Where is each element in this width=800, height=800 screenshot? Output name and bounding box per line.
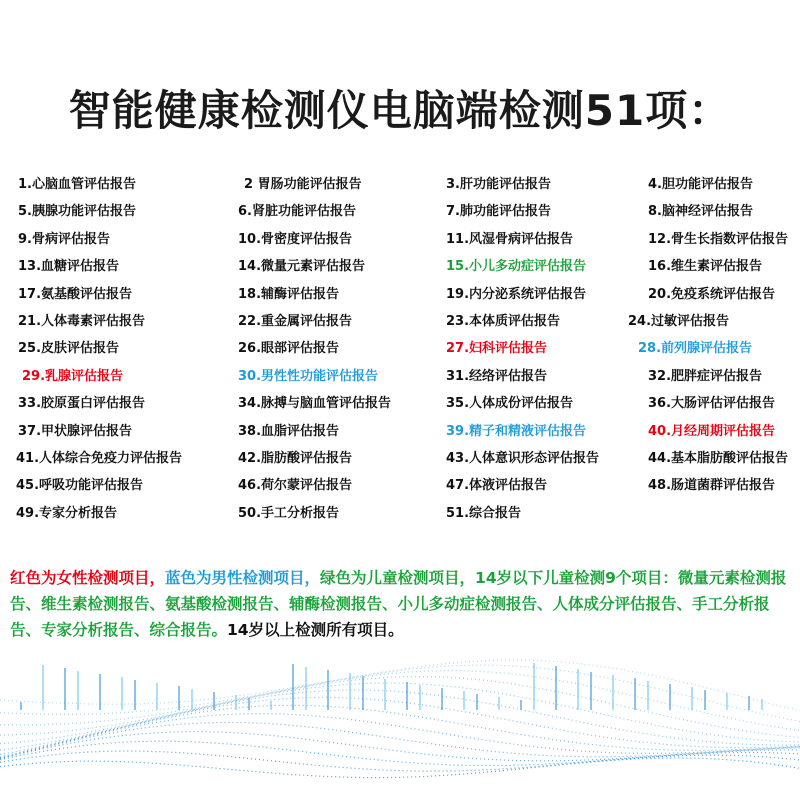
light-bar <box>99 674 101 710</box>
male-note: 蓝色为男性检测项目， <box>165 569 321 587</box>
report-item: 29.乳腺评估报告 <box>22 368 124 384</box>
adult-note: 14岁以上检测所有项目。 <box>227 621 404 639</box>
wave-line <box>0 677 800 738</box>
light-bar <box>42 665 44 710</box>
report-item: 27.妇科评估报告 <box>446 341 548 357</box>
report-item: 33.胶原蛋白评估报告 <box>18 396 146 412</box>
light-bar <box>191 689 193 710</box>
light-bar <box>349 673 351 710</box>
light-bar <box>476 694 478 710</box>
report-item: 43.人体意识形态评估报告 <box>446 451 600 466</box>
report-item: 8.脑神经评估报告 <box>648 204 753 220</box>
light-bar <box>305 667 307 710</box>
light-bar <box>134 680 136 710</box>
light-bar <box>248 698 250 710</box>
light-bar <box>463 691 465 710</box>
wave-line <box>0 690 800 750</box>
report-item: 26.眼部评估报告 <box>238 341 340 357</box>
report-item: 44.基本脂肪酸评估报告 <box>648 451 789 466</box>
report-item: 25.皮肤评估报告 <box>18 341 120 357</box>
light-bar <box>235 695 237 710</box>
female-note: 红色为女性检测项目， <box>10 569 166 587</box>
report-item: 18.辅酶评估报告 <box>238 286 340 302</box>
report-item: 30.男性性功能评估报告 <box>238 368 379 384</box>
report-item: 1.心脑血管评估报告 <box>18 177 136 192</box>
report-item: 39.精子和精液评估报告 <box>446 423 587 439</box>
report-item: 3.肝功能评估报告 <box>446 177 551 192</box>
light-bar <box>634 678 636 710</box>
light-bar <box>292 664 294 710</box>
report-item: 5.胰腺功能评估报告 <box>18 204 136 220</box>
light-bar <box>406 682 408 710</box>
light-bar <box>555 666 557 710</box>
wave-line <box>0 660 800 711</box>
light-bar <box>704 690 706 710</box>
light-bar <box>761 699 763 710</box>
light-bar <box>419 685 421 710</box>
report-item: 24.过敏评估报告 <box>628 314 730 329</box>
report-item: 48.肠道菌群评估报告 <box>648 478 776 494</box>
report-item: 50.手工分析报告 <box>238 505 340 521</box>
light-bar <box>533 663 535 710</box>
report-item: 45.呼吸功能评估报告 <box>16 478 144 494</box>
report-item: 38.血脂评估报告 <box>238 423 340 439</box>
report-item: 4.胆功能评估报告 <box>648 177 753 192</box>
report-item: 14.微量元素评估报告 <box>238 259 366 275</box>
light-bar <box>77 671 79 710</box>
report-item: 51.综合报告 <box>446 505 522 521</box>
report-item: 34.脉搏与脑血管评估报告 <box>238 396 392 412</box>
light-bar <box>691 687 693 710</box>
light-bar <box>213 692 215 710</box>
light-bar <box>384 679 386 710</box>
report-item: 17.氨基酸评估报告 <box>18 286 133 302</box>
wave-line <box>0 758 800 778</box>
report-item: 2 胃肠功能评估报告 <box>244 177 362 192</box>
report-item: 22.重金属评估报告 <box>238 314 353 329</box>
report-item: 46.荷尔蒙评估报告 <box>238 478 353 494</box>
report-item: 7.肺功能评估报告 <box>446 204 551 220</box>
light-bar <box>327 670 329 710</box>
report-item: 10.骨密度评估报告 <box>238 231 353 247</box>
report-item: 31.经络评估报告 <box>446 368 548 384</box>
light-bar <box>362 676 364 710</box>
report-item: 40.月经周期评估报告 <box>648 423 776 439</box>
wave-line <box>0 723 800 759</box>
children-note: 绿色为儿童检测项目，14岁以下儿童检测9个项目：微量元素检测报告、维生素检测报告、氨基酸检测报告、辅酶检测报告、小儿多动症检测报告、人体成分评估报告、手工分析报告、专家分析报告、综合报告。 <box>10 569 787 639</box>
wave-line <box>0 732 800 761</box>
report-item: 21.人体毒素评估报告 <box>18 314 146 329</box>
light-bar <box>647 681 649 710</box>
light-bar <box>20 702 22 710</box>
report-item: 23.本体质评估报告 <box>446 314 561 329</box>
report-item: 6.肾脏功能评估报告 <box>238 204 356 220</box>
report-item: 37.甲状腺评估报告 <box>18 423 133 439</box>
light-bar <box>178 686 180 710</box>
light-bar <box>726 693 728 710</box>
light-bar <box>612 675 614 710</box>
report-item-grid <box>0 176 800 536</box>
report-item: 28.前列腺评估报告 <box>638 341 753 357</box>
report-item: 13.血糖评估报告 <box>18 259 120 275</box>
wave-line <box>0 671 800 731</box>
report-item: 15.小儿多动症评估报告 <box>446 259 587 275</box>
report-item: 11.风湿骨病评估报告 <box>446 231 574 247</box>
report-item: 16.维生素评估报告 <box>648 259 763 275</box>
light-bar <box>64 668 66 710</box>
report-item: 9.骨病评估报告 <box>18 231 110 247</box>
light-bar <box>121 677 123 710</box>
report-item: 12.骨生长指数评估报告 <box>648 231 789 247</box>
light-bar <box>156 683 158 710</box>
light-bar <box>577 669 579 710</box>
decorative-wave-graphic <box>0 640 800 800</box>
wave-line <box>0 665 800 721</box>
report-item: 19.内分泌系统评估报告 <box>446 286 587 302</box>
page-title: 智能健康检测仪电脑端检测51项： <box>68 86 732 135</box>
report-item: 42.脂肪酸评估报告 <box>238 451 353 466</box>
light-bar <box>748 696 750 710</box>
light-bar <box>441 688 443 710</box>
wave-line <box>0 697 800 754</box>
light-bar <box>590 672 592 710</box>
legend-note <box>10 565 794 643</box>
report-item: 49.专家分析报告 <box>16 505 118 521</box>
report-item: 41.人体综合免疫力评估报告 <box>16 451 183 466</box>
report-item: 47.体液评估报告 <box>446 478 548 494</box>
report-item: 20.免疫系统评估报告 <box>648 286 776 302</box>
light-bar <box>520 700 522 710</box>
light-bar <box>498 697 500 710</box>
light-bar <box>270 701 272 710</box>
light-bar <box>669 684 671 710</box>
report-item: 32.肥胖症评估报告 <box>648 368 763 384</box>
report-item: 35.人体成份评估报告 <box>446 396 574 412</box>
report-item: 36.大肠评估评估报告 <box>648 396 776 412</box>
